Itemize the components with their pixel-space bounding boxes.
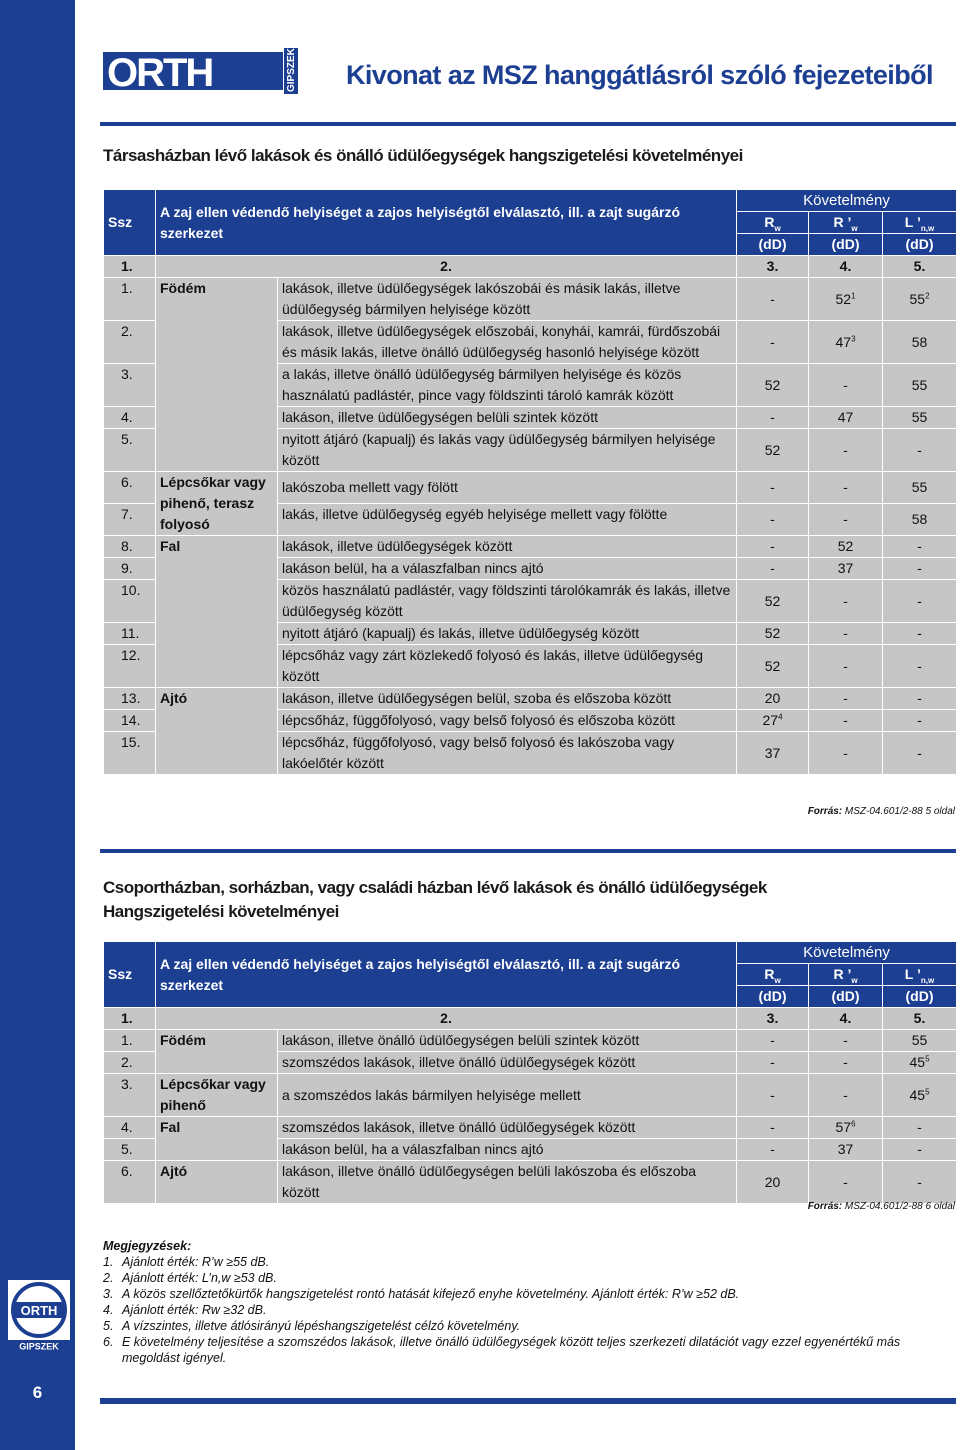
header-unit: (dD): [883, 986, 957, 1008]
svg-text:GIPSZEK: GIPSZEK: [19, 1341, 59, 1352]
table-row: 13. Ajtó lakáson, illetve üdülőegységen belül, szoba és előszoba között 20 - -: [104, 688, 957, 710]
category-label: Födém: [156, 278, 278, 472]
table-row: 11. nyitott átjáró (kapualj) és lakás, illetve üdülőegység között 52 - -: [104, 623, 957, 645]
header-lnw: L $’_{n,w}$: [883, 964, 957, 986]
category-label: Fal: [156, 536, 278, 688]
section2-title: Csoportházban, sorházban, vagy családi házban lévő lakások és önálló üdülőegységek Hangszigetelési követelményei: [103, 878, 767, 921]
header-unit: (dD): [809, 986, 883, 1008]
note-item: 5. A vízszintes, illetve átlósirányú lépéshangszigetelést célzó követelmény.: [103, 1319, 521, 1333]
notes: [103, 1238, 953, 1366]
table-row: 2. lakások, illetve üdülőegységek előszobái, konyhái, kamrái, fürdőszobái és másik lakás, illetve önálló üdülőegység hasonló helyisége között - $47^3$ 58: [104, 321, 957, 364]
category-label: Lépcsőkar vagy pihenő, terasz folyosó: [156, 472, 278, 536]
section1-title: Társasházban lévő lakások és önálló üdülőegységek hangszigetelési követelményei: [103, 146, 743, 165]
header-unit: (dD): [737, 986, 809, 1008]
table-row: 9. lakáson belül, ha a válaszfalban nincs ajtó - 37 -: [104, 558, 957, 580]
table-row: 7. lakás, illetve üdülőegység egyéb helyisége mellett vagy fölötte - - 58: [104, 504, 957, 536]
table-row: 8. Fal lakások, illetve üdülőegységek között - 52 -: [104, 536, 957, 558]
section1-table: [103, 189, 957, 775]
header-requirement: Követelmény: [737, 190, 957, 212]
section2-source: Forrás: MSZ-04.601/2-88 6 oldal: [807, 1201, 955, 1212]
header-description: A zaj ellen védendő helyiséget a zajos helyiségtől elválasztó, ill. a zajt sugárzó szerkezet: [156, 942, 737, 1008]
header-rpw: R $’_w$: [809, 964, 883, 986]
section2-table: [103, 941, 957, 1204]
top-divider: [100, 122, 956, 126]
table-row: 4. lakáson, illetve üdülőegységen belüli szintek között - 47 55: [104, 407, 957, 429]
table-row: 3. a lakás, illetve önálló üdülőegység bármilyen helyisége és közös használatú padlástér, pince vagy földszinti tároló kamrák között 52 - 55: [104, 364, 957, 407]
middle-divider: [100, 849, 956, 853]
notes-title: Megjegyzések:: [103, 1239, 192, 1253]
table-row: 5. nyitott átjáró (kapualj) és lakás vagy üdülőegység bármilyen helyisége között 52 - -: [104, 429, 957, 472]
column-numbers: 1. 2. 3. 4. 5.: [104, 256, 957, 278]
category-label: Lépcsőkar vagy pihenő: [156, 1074, 278, 1117]
orth-emblem-icon: [8, 1280, 70, 1352]
bottom-divider: [100, 1398, 956, 1404]
table-row: 1. Födém lakások, illetve üdülőegységek lakószobái és másik lakás, illetve üdülőegység bármilyen helyisége között - $52^1$ $55^2$: [104, 278, 957, 321]
category-label: Fal: [156, 1117, 278, 1161]
logo-text: ORTH: [107, 51, 213, 94]
category-label: Födém: [156, 1030, 278, 1074]
orth-logo: [103, 48, 298, 94]
table-row: 12. lépcsőház vagy zárt közlekedő folyosó és lakás, illetve üdülőegység között 52 - -: [104, 645, 957, 688]
column-numbers: 1. 2. 3. 4. 5.: [104, 1008, 957, 1030]
header-rw: $R_w$: [737, 212, 809, 234]
table-row: 5. lakáson belül, ha a válaszfalban nincs ajtó - 37 -: [104, 1139, 957, 1161]
table-row: 6. Ajtó lakáson, illetve önálló üdülőegységen belüli lakószoba és előszoba között 20 - -: [104, 1161, 957, 1204]
note-item: 6. E követelmény teljesítése a szomszédos lakások, illetve önálló üdülőegységek között teljes szerkezeti dilatációt vagy ezzel egyenértékű más megoldást igényel.: [103, 1335, 901, 1365]
section1-source: Forrás: MSZ-04.601/2-88 5 oldal: [807, 806, 955, 817]
table-row: 4. Fal szomszédos lakások, illetve önálló üdülőegységek között - $57^6$ -: [104, 1117, 957, 1139]
header-unit: (dD): [809, 234, 883, 256]
table-row: 3. Lépcsőkar vagy pihenő a szomszédos lakás bármilyen helyisége mellett - - $45^5$: [104, 1074, 957, 1117]
table-row: 1. Födém lakáson, illetve önálló üdülőegységen belüli szintek között - - 55: [104, 1030, 957, 1052]
header-requirement: Követelmény: [737, 942, 957, 964]
note-item: 4. Ajánlott érték: Rw ≥32 dB.: [103, 1303, 267, 1317]
category-label: Ajtó: [156, 1161, 278, 1204]
header-description: A zaj ellen védendő helyiséget a zajos helyiségtől elválasztó, ill. a zajt sugárzó szerkezet: [156, 190, 737, 256]
table-row: 6. Lépcsőkar vagy pihenő, terasz folyosó lakószoba mellett vagy fölött - - 55: [104, 472, 957, 504]
note-item: 2. Ajánlott érték: L’n,w ≥53 dB.: [103, 1271, 277, 1285]
logo-subtext: GIPSZEK: [286, 48, 297, 92]
header-unit: (dD): [737, 234, 809, 256]
category-label: Ajtó: [156, 688, 278, 775]
table-row: 10. közös használatú padlástér, vagy földszinti tárolókamrák és lakás, illetve üdülőegység között 52 - -: [104, 580, 957, 623]
sidebar-strip: [0, 0, 75, 1450]
header-rpw: R $’_w$: [809, 212, 883, 234]
page-title: Kivonat az MSZ hanggátlásról szóló fejezeteiből: [346, 60, 933, 90]
header-unit: (dD): [883, 234, 957, 256]
note-item: 3. A közös szellőztetőkürtők hangszigetelést rontó hatását kifejező enyhe követelmény. Ajánlott érték: R’w ≥52 dB.: [103, 1287, 740, 1301]
header-rw: $R_w$: [737, 964, 809, 986]
header-ssz: Ssz: [104, 942, 156, 1008]
svg-text:ORTH: ORTH: [20, 1303, 58, 1318]
note-item: 1. Ajánlott érték: R’w ≥55 dB.: [103, 1255, 270, 1269]
header-lnw: L $’_{n,w}$: [883, 212, 957, 234]
table-row: 2. szomszédos lakások, illetve önálló üdülőegységek között - - $45^5$: [104, 1052, 957, 1074]
header-ssz: Ssz: [104, 190, 156, 256]
page-number: 6: [32, 1383, 43, 1402]
table-row: 15. lépcsőház, függőfolyosó, vagy belső folyosó és lakószoba vagy lakóelőtér között 37 - -: [104, 732, 957, 775]
table-row: 14. lépcsőház, függőfolyosó, vagy belső folyosó és előszoba között $27^4$ - -: [104, 710, 957, 732]
